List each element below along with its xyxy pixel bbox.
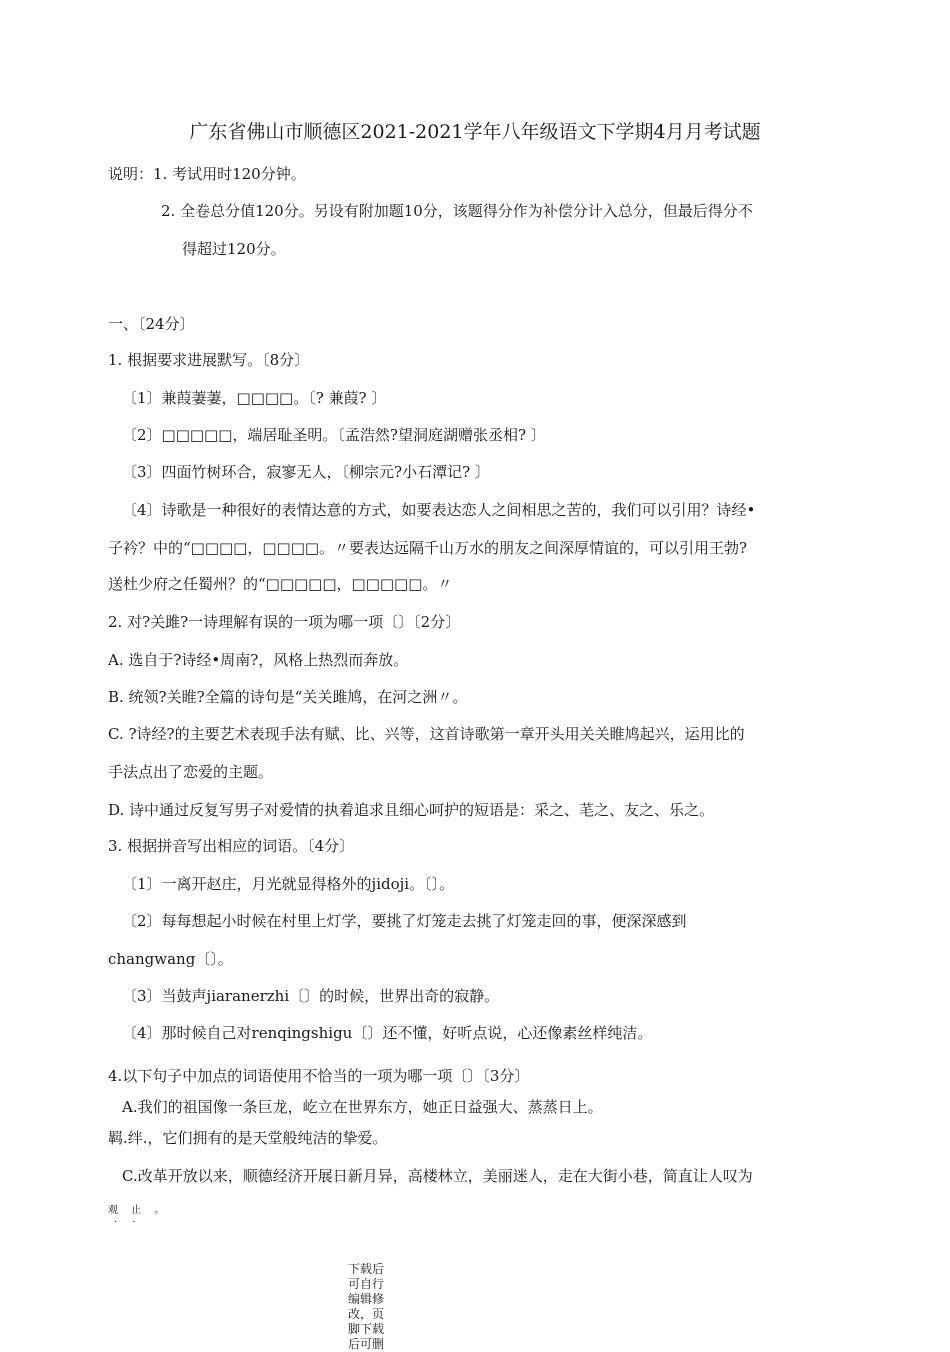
question-1-item-1: 〔1〕兼葭萋萋，□□□□。〔? 兼葭? 〕 [122, 389, 387, 407]
question-4-heading: 4.以下句子中加点的词语使用不恰当的一项为哪一项〔〕〔3分〕 [108, 1067, 530, 1085]
question-3-item-2: 〔2〕每每想起小时候在村里上灯学，要挑了灯笼走去挑了灯笼走回的事，便深深感到 [122, 912, 687, 930]
question-4-option-b: 羁.绊.，它们拥有的是天堂般纯洁的挚爱。 [108, 1129, 388, 1147]
question-2-heading: 2. 对?关雎?一诗理解有误的一项为哪一项〔〕〔2分〕 [108, 613, 461, 631]
question-4-option-a: A.我们的祖国像一条巨龙，屹立在世界东方，她正日益强大、蒸蒸日上。 [122, 1098, 603, 1116]
question-1-item-4-cont: 子衿？中的“□□□□，□□□□。〃要表达远隔千山万水的朋友之间深厚情谊的，可以引用王勃? [108, 539, 748, 557]
question-3-item-2-cont: changwang〔〕。 [108, 950, 233, 968]
question-1-heading: 1. 根据要求进展默写。〔8分〕 [108, 351, 310, 369]
question-2-option-c: C. ?诗经?的主要艺术表现手法有赋、比、兴等，这首诗歌第一章开头用关关睢鸠起兴，运用比的 [108, 725, 745, 743]
question-3-item-1: 〔1〕一离开赵庄，月光就显得格外的jidoji。〔〕。 [122, 875, 455, 893]
note-1: 说明：1. 考试用时120分钟。 [108, 165, 306, 183]
emphasis-dots: . . [114, 1214, 142, 1225]
question-1-item-4-end: 送杜少府之任蜀州？的“□□□□□，□□□□□。〃 [108, 575, 453, 593]
question-2-option-a: A. 选自于?诗经•周南?，风格上热烈而奔放。 [108, 651, 409, 669]
question-4-option-c: C.改革开放以来，顺德经济开展日新月异，高楼林立，美丽迷人，走在大街小巷，简直让人叹为 [122, 1167, 753, 1185]
footer-note: 下载后可自行编辑修改，页脚下载后可删 [348, 1262, 385, 1351]
question-1-item-2: 〔2〕□□□□□，端居耻圣明。〔孟浩然?望洞庭湖赠张丞相? 〕 [122, 426, 546, 444]
question-2-option-c-cont: 手法点出了恋爱的主题。 [108, 763, 274, 781]
question-4-option-c-cont: 观 止 。 [108, 1205, 170, 1216]
question-3-heading: 3. 根据拼音写出相应的词语。〔4分〕 [108, 837, 355, 855]
note-2: 2. 全卷总分值120分。另设有附加题10分，该题得分作为补偿分计入总分，但最后得分不 [161, 202, 753, 220]
question-2-option-b: B. 统领?关睢?全篇的诗句是“关关雎鸠，在河之洲〃。 [108, 688, 468, 706]
question-1-item-3: 〔3〕四面竹树环合，寂寥无人，〔柳宗元?小石潭记? 〕 [122, 463, 490, 481]
section-heading: 一、〔24分〕 [108, 315, 195, 333]
question-1-item-4: 〔4〕诗歌是一种很好的表情达意的方式，如要表达恋人之间相思之苦的，我们可以引用？诗经• [122, 501, 756, 519]
question-3-item-3: 〔3〕当鼓声jiaranerzhi〔〕的时候，世界出奇的寂静。 [122, 987, 500, 1005]
question-3-item-4: 〔4〕那时候自己对renqingshigu〔〕还不懂，好听点说，心还像素丝样纯洁。 [122, 1024, 653, 1042]
question-2-option-d: D. 诗中通过反复写男子对爱情的执着追求且细心呵护的短语是：采之、芼之、友之、乐之。 [108, 801, 715, 819]
note-3: 得超过120分。 [182, 240, 286, 258]
page-title: 广东省佛山市顺德区2021-2021学年八年级语文下学期4月月考试题 [189, 121, 761, 143]
